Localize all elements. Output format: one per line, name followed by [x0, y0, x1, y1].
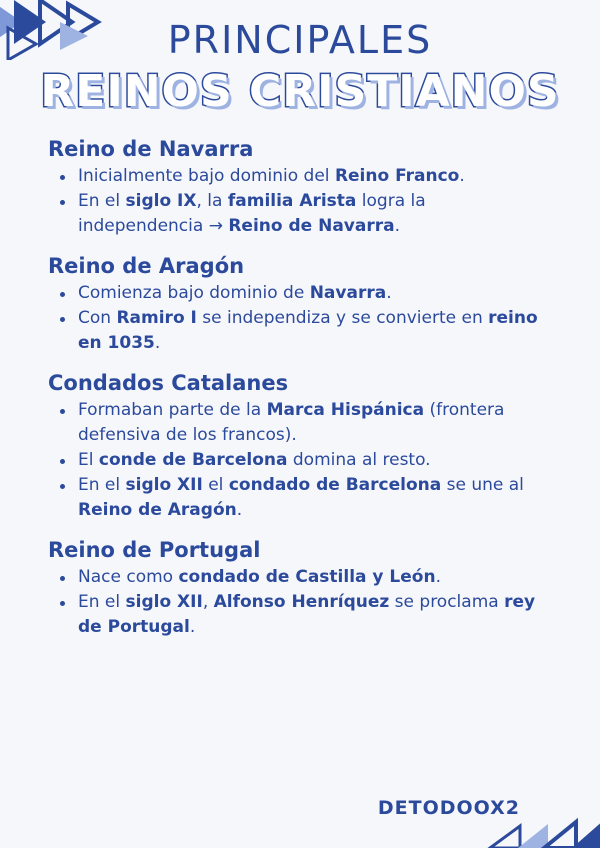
bullet-list [48, 164, 548, 239]
bullet-item [78, 565, 548, 590]
text: se independiza y se convierte en [196, 308, 489, 328]
bullet-list [48, 398, 548, 523]
bullet-item [78, 473, 548, 523]
text: . [459, 166, 465, 186]
text: (frontera defensiva de los francos). [78, 400, 505, 445]
bold-text: Reino de Aragón [78, 500, 237, 520]
bold-text: Ramiro I [116, 308, 197, 328]
text: se proclama [389, 592, 505, 612]
bullet-item [78, 306, 548, 356]
text: En el [78, 191, 126, 211]
text: Nace como [78, 567, 179, 587]
text: Con [78, 308, 117, 328]
text: . [189, 617, 196, 637]
bullet-list [48, 281, 548, 356]
text: En el [78, 592, 126, 612]
page-title-line-2: REINOS CRISTIANOS [40, 66, 560, 117]
section-heading: Condados Catalanes [48, 371, 289, 395]
bold-text: siglo XII [125, 475, 203, 495]
text: En el [78, 475, 126, 495]
bullet-list [48, 565, 548, 640]
bold-text: reino en 1035 [78, 308, 538, 353]
bold-text: Reino de Navarra [228, 216, 395, 236]
text: Comienza bajo dominio de [78, 283, 310, 303]
bold-text: Navarra [309, 283, 387, 303]
text: . [394, 216, 401, 236]
bold-text: familia Arista [227, 191, 357, 211]
page-title-line-1: PRINCIPALES [167, 18, 433, 62]
text: . [236, 500, 243, 520]
bullet-item [78, 398, 548, 448]
text: El [78, 450, 99, 470]
bold-text: siglo XII [125, 592, 203, 612]
brand-label: DETODOOX2 [377, 797, 520, 819]
bullet-item [78, 448, 548, 473]
triangle-decoration-bottom-icon [480, 808, 600, 848]
bullet-item [78, 164, 548, 189]
bold-text: conde de Barcelona [98, 450, 288, 470]
text: . [154, 333, 161, 353]
section-heading: Reino de Aragón [48, 254, 245, 278]
section-heading: Reino de Navarra [48, 137, 254, 161]
bold-text: Marca Hispánica [266, 400, 425, 420]
content [48, 134, 548, 652]
section-heading: Reino de Portugal [48, 538, 261, 562]
bullet-item [78, 189, 548, 239]
text: domina al resto. [287, 450, 431, 470]
bold-text: rey de Portugal [78, 592, 536, 637]
text: el [202, 475, 229, 495]
bullet-item [78, 281, 548, 306]
text: , la [196, 191, 228, 211]
text: . [435, 567, 441, 587]
bold-text: condado de Castilla y León [178, 567, 436, 587]
bold-text: Alfonso Henríquez [213, 592, 390, 612]
bold-text: siglo IX [125, 191, 197, 211]
text: se une al [441, 475, 524, 495]
text: , [202, 592, 214, 612]
text: Inicialmente bajo dominio del [78, 166, 335, 186]
bold-text: condado de Barcelona [228, 475, 442, 495]
text: Formaban parte de la [78, 400, 267, 420]
bullet-item [78, 590, 548, 640]
bold-text: Reino Franco [334, 166, 460, 186]
text: . [386, 283, 392, 303]
text: logra la independencia → [78, 191, 426, 236]
